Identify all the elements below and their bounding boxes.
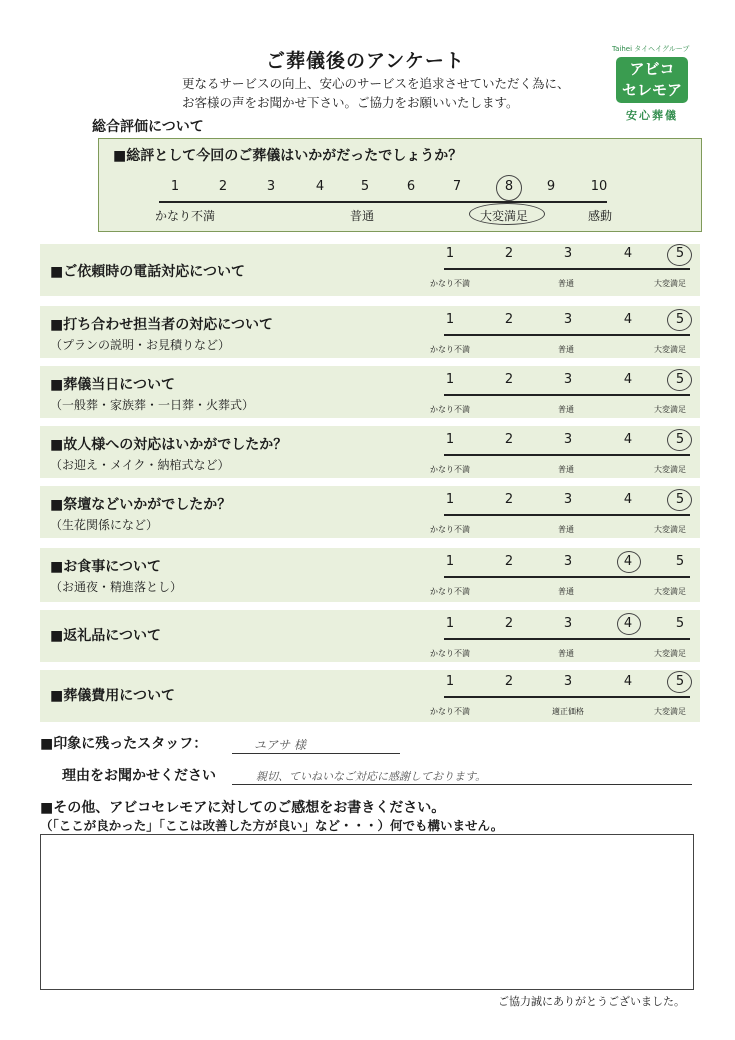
overall-scale-5[interactable]: 5	[360, 179, 370, 194]
item-anchor-low: かなり不満	[430, 279, 470, 288]
overall-scale-7[interactable]: 7	[452, 179, 462, 194]
item-anchor-mid: 適正価格	[552, 707, 584, 716]
item-selected-circle	[667, 671, 692, 693]
overall-question: ■総評として今回のご葬儀はいかがだったでしょうか？	[113, 148, 463, 164]
item-scale-3[interactable]: 3	[563, 554, 573, 569]
rating-item-staff-consultation	[40, 306, 700, 358]
item-anchor-high: 大変満足	[654, 465, 686, 474]
overall-scale-line	[159, 201, 607, 203]
overall-scale-9[interactable]: 9	[546, 179, 556, 194]
item-scale-3[interactable]: 3	[563, 372, 573, 387]
rating-item-phone	[40, 244, 700, 296]
item-scale-line	[444, 696, 690, 698]
item-anchor-low: かなり不満	[430, 405, 470, 414]
item-anchor-low: かなり不満	[430, 587, 470, 596]
overall-anchor-top: 感動	[588, 209, 613, 223]
item-question: ■お食事について	[50, 559, 161, 575]
page-title: ご葬儀後のアンケート	[266, 50, 465, 72]
rating-item-funeral-day	[40, 366, 700, 418]
item-anchor-mid: 普通	[558, 405, 574, 414]
overall-selected-circle	[496, 175, 522, 201]
item-anchor-mid: 普通	[558, 525, 574, 534]
item-scale-line	[444, 576, 690, 578]
thanks-message: ご協力誠にありがとうございました。	[498, 995, 685, 1008]
item-scale-1[interactable]: 1	[445, 246, 455, 261]
rating-item-altar	[40, 486, 700, 538]
item-scale-line	[444, 638, 690, 640]
item-scale-2[interactable]: 2	[504, 554, 514, 569]
item-scale-5[interactable]: 5	[675, 432, 685, 447]
company-logo	[612, 44, 692, 128]
overall-scale-2[interactable]: 2	[218, 179, 228, 194]
item-scale-5[interactable]: 5	[675, 312, 685, 327]
other-comments-sub: （「ここが良かった」「ここは改善した方が良い」など・・・）何でも構いません。	[40, 818, 504, 833]
item-scale-3[interactable]: 3	[563, 312, 573, 327]
overall-anchor-low: かなり不満	[155, 209, 216, 223]
overall-anchor-high: 大変満足	[480, 209, 529, 223]
item-question: ■打ち合わせ担当者の対応について	[50, 317, 273, 333]
item-anchor-high: 大変満足	[654, 707, 686, 716]
item-scale-4[interactable]: 4	[623, 432, 633, 447]
item-anchor-high: 大変満足	[654, 525, 686, 534]
item-scale-5[interactable]: 5	[675, 616, 685, 631]
item-sub-note: （一般葬・家族葬・一日葬・火葬式）	[50, 398, 255, 412]
reason-answer[interactable]: 親切、ていねいなご対応に感謝しております。	[256, 770, 487, 783]
item-scale-2[interactable]: 2	[504, 492, 514, 507]
item-scale-3[interactable]: 3	[563, 246, 573, 261]
overall-scale-10[interactable]: 10	[590, 179, 608, 194]
item-scale-1[interactable]: 1	[445, 616, 455, 631]
item-anchor-high: 大変満足	[654, 649, 686, 658]
intro-text	[182, 74, 570, 112]
overall-rating-box	[98, 138, 702, 232]
overall-scale-3[interactable]: 3	[266, 179, 276, 194]
item-selected-circle	[667, 369, 692, 391]
item-sub-note: （お通夜・精進落とし）	[50, 580, 183, 594]
item-scale-3[interactable]: 3	[563, 616, 573, 631]
staff-answer-underline	[232, 753, 400, 754]
item-anchor-mid: 普通	[558, 649, 574, 658]
item-scale-2[interactable]: 2	[504, 432, 514, 447]
item-selected-circle	[667, 489, 692, 511]
item-scale-line	[444, 268, 690, 270]
item-question: ■葬儀当日について	[50, 377, 175, 393]
item-selected-circle	[667, 309, 692, 331]
item-scale-3[interactable]: 3	[563, 432, 573, 447]
item-scale-line	[444, 454, 690, 456]
item-anchor-high: 大変満足	[654, 405, 686, 414]
item-scale-4[interactable]: 4	[623, 312, 633, 327]
item-scale-4[interactable]: 4	[623, 616, 633, 631]
staff-answer[interactable]: ユアサ 様	[254, 738, 306, 752]
logo-brand-line-2: セレモア	[621, 81, 682, 99]
item-anchor-mid: 普通	[558, 345, 574, 354]
item-question: ■返礼品について	[50, 628, 161, 644]
item-anchor-low: かなり不満	[430, 525, 470, 534]
item-sub-note: （お迎え・メイク・納棺式など）	[50, 458, 230, 472]
item-scale-5[interactable]: 5	[675, 492, 685, 507]
item-scale-5[interactable]: 5	[675, 554, 685, 569]
overall-anchor-mid: 普通	[350, 209, 375, 223]
item-scale-line	[444, 394, 690, 396]
logo-brand-line-1: アビコ	[629, 60, 675, 78]
logo-brand-box	[616, 57, 688, 103]
reason-label: 理由をお聞かせください	[62, 768, 216, 784]
other-comments-label: ■その他、アビコセレモアに対してのご感想をお書きください。	[40, 800, 446, 816]
item-selected-circle	[667, 429, 692, 451]
item-selected-circle	[667, 244, 692, 266]
item-anchor-mid: 普通	[558, 465, 574, 474]
item-scale-4[interactable]: 4	[623, 492, 633, 507]
item-scale-line	[444, 514, 690, 516]
item-selected-circle	[617, 551, 641, 573]
item-anchor-low: かなり不満	[430, 465, 470, 474]
overall-scale-6[interactable]: 6	[406, 179, 416, 194]
item-scale-5[interactable]: 5	[675, 372, 685, 387]
item-anchor-high: 大変満足	[654, 345, 686, 354]
item-scale-4[interactable]: 4	[623, 554, 633, 569]
item-scale-5[interactable]: 5	[675, 246, 685, 261]
item-anchor-high: 大変満足	[654, 279, 686, 288]
intro-line-1: 更なるサービスの向上、安心のサービスを追求させていただく為に、	[182, 76, 570, 91]
item-scale-4[interactable]: 4	[623, 372, 633, 387]
item-scale-1[interactable]: 1	[445, 372, 455, 387]
staff-label: ■印象に残ったスタッフ：	[40, 736, 208, 752]
item-scale-2[interactable]: 2	[504, 616, 514, 631]
item-selected-circle	[617, 613, 641, 635]
item-anchor-low: かなり不満	[430, 345, 470, 354]
item-anchor-low: かなり不満	[430, 707, 470, 716]
item-scale-3[interactable]: 3	[563, 674, 573, 689]
rating-item-meals	[40, 548, 700, 602]
item-scale-2[interactable]: 2	[504, 312, 514, 327]
reason-answer-underline	[232, 784, 692, 785]
item-scale-3[interactable]: 3	[563, 492, 573, 507]
item-scale-1[interactable]: 1	[445, 432, 455, 447]
item-anchor-low: かなり不満	[430, 649, 470, 658]
item-scale-1[interactable]: 1	[445, 312, 455, 327]
item-scale-2[interactable]: 2	[504, 246, 514, 261]
item-question: ■故人様への対応はいかがでしたか？	[50, 437, 288, 453]
item-scale-4[interactable]: 4	[623, 674, 633, 689]
logo-tagline: 安心葬儀	[626, 109, 678, 122]
overall-scale-8[interactable]: 8	[504, 179, 514, 194]
item-question: ■祭壇などいかがでしたか？	[50, 497, 232, 513]
item-scale-2[interactable]: 2	[504, 674, 514, 689]
section-label-overall: 総合評価について	[92, 119, 204, 135]
logo-group-name: Taihei タイヘイグループ	[612, 45, 690, 53]
item-scale-4[interactable]: 4	[623, 246, 633, 261]
item-sub-note: （生花関係になど）	[50, 518, 159, 532]
item-anchor-high: 大変満足	[654, 587, 686, 596]
intro-line-2: お客様の声をお聞かせ下さい。ご協力をお願いいたします。	[182, 95, 519, 110]
item-scale-line	[444, 334, 690, 336]
item-question: ■葬儀費用について	[50, 688, 175, 704]
overall-anchor-high-circle	[469, 203, 545, 225]
item-sub-note: （プランの説明・お見積りなど）	[50, 338, 231, 352]
item-anchor-mid: 普通	[558, 587, 574, 596]
item-scale-1[interactable]: 1	[445, 674, 455, 689]
rating-item-deceased-care	[40, 426, 700, 478]
item-scale-5[interactable]: 5	[675, 674, 685, 689]
item-anchor-mid: 普通	[558, 279, 574, 288]
item-question: ■ご依頼時の電話対応について	[50, 264, 245, 280]
rating-item-return-gifts	[40, 610, 700, 662]
overall-scale-1[interactable]: 1	[170, 179, 180, 194]
rating-item-funeral-cost	[40, 670, 700, 722]
overall-scale-4[interactable]: 4	[315, 179, 325, 194]
item-scale-2[interactable]: 2	[504, 372, 514, 387]
comment-box[interactable]	[40, 834, 694, 990]
item-scale-1[interactable]: 1	[445, 554, 455, 569]
item-scale-1[interactable]: 1	[445, 492, 455, 507]
